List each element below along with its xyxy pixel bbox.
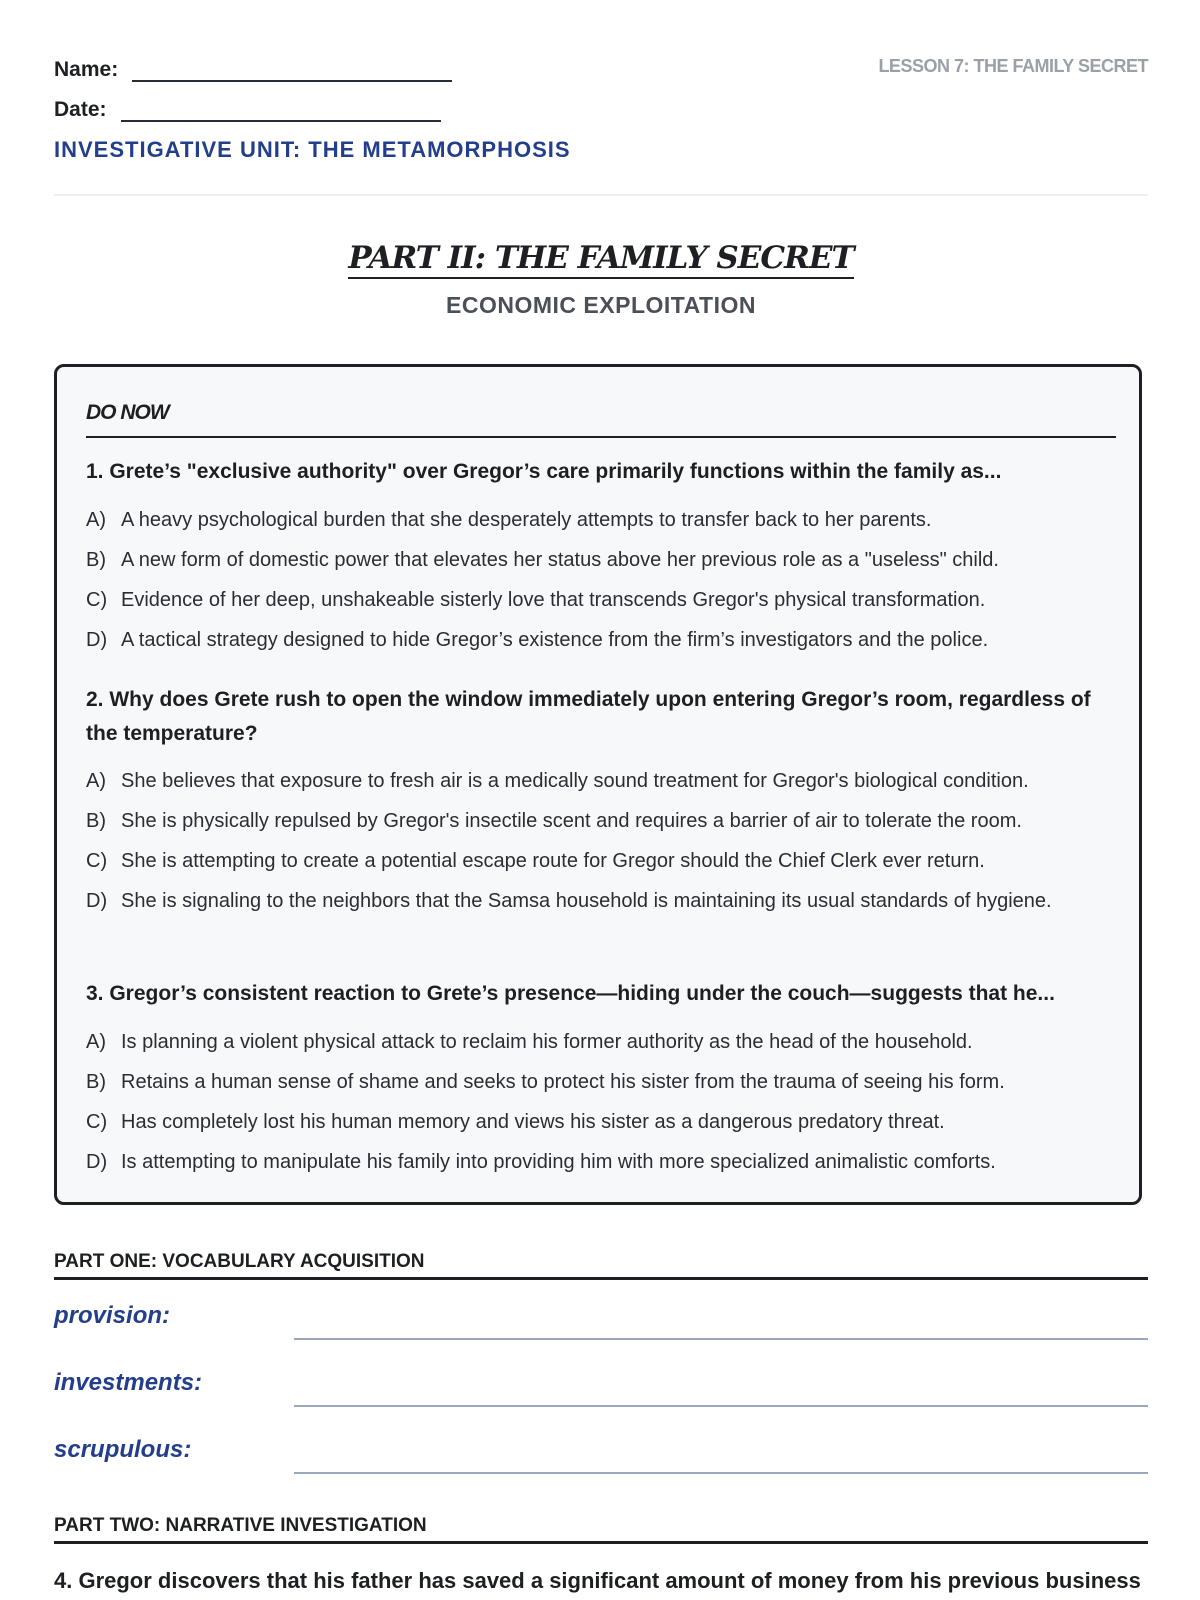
option-text: Is attempting to manipulate his family into providing him with more specialized animalistic comforts. bbox=[121, 1151, 996, 1173]
option-2a[interactable] bbox=[86, 765, 1116, 798]
option-3a[interactable] bbox=[86, 1026, 1116, 1059]
date-field[interactable] bbox=[121, 96, 441, 122]
option-1b[interactable] bbox=[86, 544, 1116, 577]
option-2b[interactable] bbox=[86, 805, 1116, 838]
option-text: A new form of domestic power that elevates her status above her previous role as a "useless" child. bbox=[121, 549, 999, 571]
option-letter: B) bbox=[86, 549, 106, 571]
option-text: She is signaling to the neighbors that the Samsa household is maintaining its usual standards of hygiene. bbox=[121, 890, 1052, 912]
option-text: A tactical strategy designed to hide Gregor’s existence from the firm’s investigators and the police. bbox=[121, 629, 989, 651]
option-letter: D) bbox=[86, 629, 108, 651]
title-wrap bbox=[54, 240, 1148, 279]
option-text: She believes that exposure to fresh air is a medically sound treatment for Gregor's biological condition. bbox=[121, 770, 1029, 792]
name-field[interactable] bbox=[132, 56, 452, 82]
vocab-answer-line-scrupulous[interactable] bbox=[294, 1472, 1148, 1474]
option-letter: A) bbox=[86, 509, 106, 531]
name-row bbox=[54, 56, 452, 82]
option-letter: A) bbox=[86, 1031, 106, 1053]
page-subtitle: ECONOMIC EXPLOITATION bbox=[446, 292, 756, 318]
option-text: She is physically repulsed by Gregor's insectile scent and requires a barrier of air to tolerate the room. bbox=[121, 810, 1022, 832]
option-text: She is attempting to create a potential escape route for Gregor should the Chief Clerk ever return. bbox=[121, 850, 985, 872]
option-letter: D) bbox=[86, 890, 108, 912]
vocab-term-investments: investments: bbox=[54, 1369, 203, 1396]
vocab-term-scrupulous: scrupulous: bbox=[54, 1436, 192, 1463]
name-label: Name: bbox=[54, 58, 119, 81]
question-2: 2. Why does Grete rush to open the window immediately upon entering Gregor’s room, regardless of the temperature? bbox=[86, 688, 1091, 745]
option-text: Has completely lost his human memory and views his sister as a dangerous predatory threat. bbox=[121, 1111, 945, 1133]
date-label: Date: bbox=[54, 98, 107, 121]
do-now-divider bbox=[86, 436, 1116, 438]
option-letter: D) bbox=[86, 1151, 108, 1173]
lesson-label: LESSON 7: THE FAMILY SECRET bbox=[878, 56, 1148, 76]
page-title: PART II: THE FAMILY SECRET bbox=[348, 240, 853, 279]
option-2d[interactable] bbox=[86, 885, 1116, 918]
do-now-title: DO NOW bbox=[86, 401, 169, 424]
option-letter: A) bbox=[86, 770, 106, 792]
option-letter: B) bbox=[86, 1071, 106, 1093]
option-letter: C) bbox=[86, 589, 108, 611]
option-3b[interactable] bbox=[86, 1066, 1116, 1099]
unit-title: INVESTIGATIVE UNIT: THE METAMORPHOSIS bbox=[54, 137, 571, 162]
option-1d[interactable] bbox=[86, 624, 1116, 657]
option-2c[interactable] bbox=[86, 845, 1116, 878]
question-3: 3. Gregor’s consistent reaction to Grete’s presence—hiding under the couch—suggests that he... bbox=[86, 982, 1055, 1005]
option-letter: B) bbox=[86, 810, 106, 832]
option-text: A heavy psychological burden that she desperately attempts to transfer back to her parents. bbox=[121, 509, 932, 531]
option-text: Is planning a violent physical attack to reclaim his former authority as the head of the household. bbox=[121, 1031, 973, 1053]
question-1: 1. Grete’s "exclusive authority" over Gregor’s care primarily functions within the family as... bbox=[86, 460, 1002, 483]
part-two-heading: PART TWO: NARRATIVE INVESTIGATION bbox=[54, 1515, 1148, 1544]
option-letter: C) bbox=[86, 850, 108, 872]
option-3c[interactable] bbox=[86, 1106, 1116, 1139]
option-1c[interactable] bbox=[86, 584, 1116, 617]
header-divider bbox=[54, 194, 1148, 196]
vocab-answer-line-investments[interactable] bbox=[294, 1405, 1148, 1407]
vocab-answer-line-provision[interactable] bbox=[294, 1338, 1148, 1340]
option-text: Evidence of her deep, unshakeable sisterly love that transcends Gregor's physical transformation. bbox=[121, 589, 986, 611]
date-row bbox=[54, 96, 441, 122]
do-now-box bbox=[54, 364, 1142, 1205]
option-1a[interactable] bbox=[86, 504, 1116, 537]
option-letter: C) bbox=[86, 1111, 108, 1133]
vocab-term-provision: provision: bbox=[54, 1302, 171, 1329]
question-4: 4. Gregor discovers that his father has saved a significant amount of money from his previous business bbox=[54, 1568, 1141, 1593]
option-3d[interactable] bbox=[86, 1146, 1116, 1179]
option-text: Retains a human sense of shame and seeks to protect his sister from the trauma of seeing his form. bbox=[121, 1071, 1005, 1093]
part-one-heading: PART ONE: VOCABULARY ACQUISITION bbox=[54, 1251, 1148, 1280]
